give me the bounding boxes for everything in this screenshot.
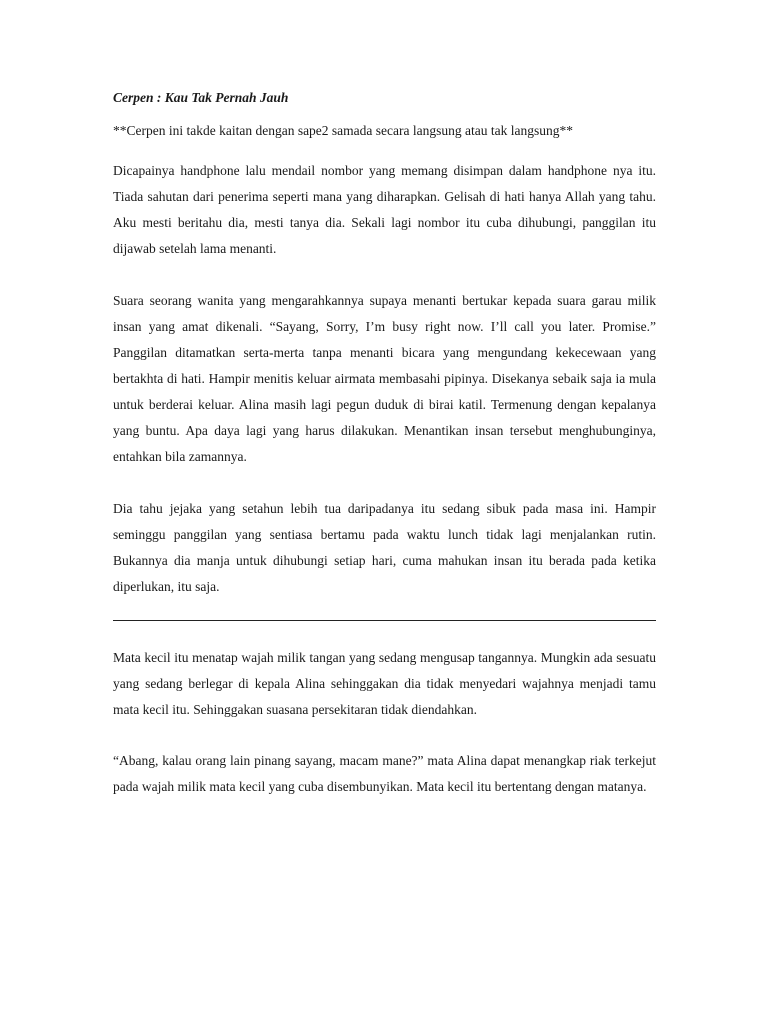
paragraph-4: Mata kecil itu menatap wajah milik tangan yang sedang mengusap tangannya. Mungkin ada sesuatu yang sedang berlegar di kepala Alina sehinggakan dia tidak menyedari wajahnya menjadi tamu mata kecil itu. Sehinggakan suasana persekitaran tidak diendahkan. — [113, 650, 656, 717]
paragraph-1: Dicapainya handphone lalu mendail nombor yang memang disimpan dalam handphone nya itu. Tiada sahutan dari penerima seperti mana yang diharapkan. Gelisah di hati hanya Allah yang tahu. Aku mesti beritahu dia, mesti tanya dia. Sekali lagi nombor itu cuba dihubungi, panggilan itu dijawab setelah lama menanti. — [113, 163, 656, 256]
paragraph-5: “Abang, kalau orang lain pinang sayang, macam mane?” mata Alina dapat menangkap riak terkejut pada wajah milik mata kecil yang cuba disembunyikan. Mata kecil itu bertentang dengan matanya. — [113, 753, 656, 794]
disclaimer-note: **Cerpen ini takde kaitan dengan sape2 samada secara langsung atau tak langsung** — [113, 123, 573, 138]
section-divider — [113, 620, 656, 621]
paragraph-3: Dia tahu jejaka yang setahun lebih tua daripadanya itu sedang sibuk pada masa ini. Hampir seminggu panggilan yang sentiasa bertamu pada waktu lunch tidak lagi menjalankan rutin. Bukannya dia manja untuk dihubungi setiap hari, cuma mahukan insan itu berada pada ketika diperlukan, itu saja. — [113, 501, 656, 594]
paragraph-2: Suara seorang wanita yang mengarahkannya supaya menanti bertukar kepada suara garau milik insan yang amat dikenali. “Sayang, Sorry, I’m busy right now. I’ll call you later. Promise.” Panggilan ditamatkan serta-merta tanpa menanti bicara yang mengundang kekecewaan yang bertakhta di hati. Hampir menitis keluar airmata membasahi pipinya. Disekanya sebaik saja ia mula untuk berderai keluar. Alina masih lagi pegun duduk di birai katil. Termenung dengan kepalanya yang buntu. Apa daya lagi yang harus dilakukan. Menantikan insan tersebut menghubunginya, entahkan bila zamannya. — [113, 293, 656, 464]
story-title: Cerpen : Kau Tak Pernah Jauh — [113, 90, 289, 105]
document-page — [113, 86, 656, 800]
